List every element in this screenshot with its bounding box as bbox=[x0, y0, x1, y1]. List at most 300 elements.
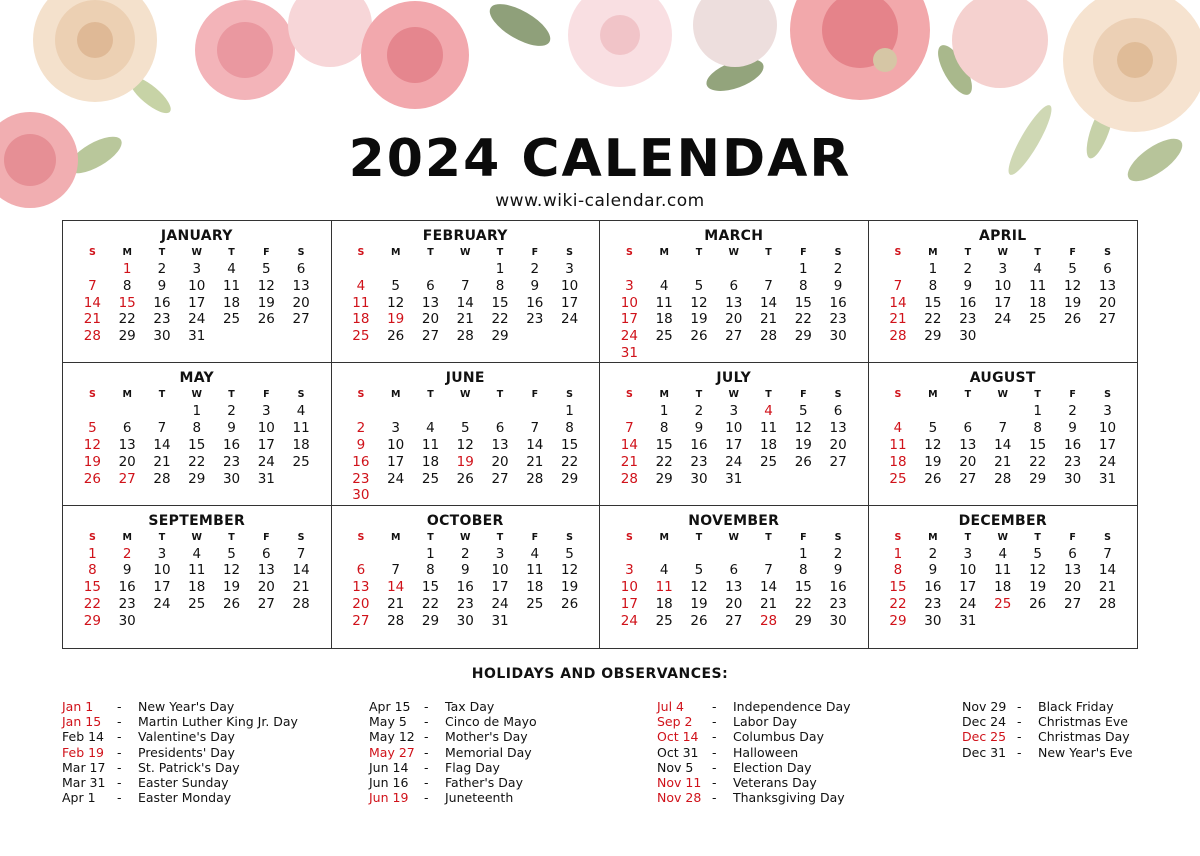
day-cell: 30 bbox=[690, 470, 708, 487]
day-cell: 8 bbox=[565, 420, 574, 437]
holiday-name: Thanksgiving Day bbox=[733, 790, 845, 806]
day-cell: 1 bbox=[659, 403, 669, 420]
holiday-separator: - bbox=[117, 729, 122, 745]
holiday-separator: - bbox=[712, 790, 717, 806]
day-cell: 9 bbox=[356, 436, 366, 453]
day-cell: 21 bbox=[153, 453, 171, 470]
holiday-name: New Year's Day bbox=[138, 699, 235, 714]
day-cell: 9 bbox=[122, 562, 132, 579]
holiday-date: Dec 24 bbox=[962, 714, 1007, 730]
weekday-label: M bbox=[928, 389, 938, 401]
day-cell: 6 bbox=[426, 277, 435, 294]
day-cell: 14 bbox=[387, 579, 405, 596]
day-cell: 20 bbox=[725, 596, 743, 613]
day-cell: 23 bbox=[829, 311, 847, 328]
day-cell: 2 bbox=[833, 261, 843, 277]
day-cell: 26 bbox=[690, 612, 708, 629]
day-blank bbox=[378, 261, 413, 278]
month-name: NOVEMBER bbox=[688, 512, 780, 529]
day-cell: 17 bbox=[620, 596, 638, 613]
day-cell: 11 bbox=[352, 294, 370, 311]
day-cell: 14 bbox=[994, 436, 1012, 453]
month-name: APRIL bbox=[978, 228, 1027, 244]
month-name: MARCH bbox=[704, 228, 764, 244]
month-name: SEPTEMBER bbox=[148, 512, 246, 529]
weekday-label: F bbox=[263, 389, 270, 401]
day-cell: 30 bbox=[222, 470, 241, 487]
day-cell: 2 bbox=[928, 545, 938, 562]
day-blank bbox=[682, 261, 717, 278]
day-cell: 7 bbox=[88, 277, 97, 294]
day-cell: 25 bbox=[655, 612, 673, 629]
day-cell: 17 bbox=[725, 436, 743, 453]
weekday-label: W bbox=[191, 247, 202, 258]
weekday-label: T bbox=[496, 531, 504, 543]
day-cell: 12 bbox=[924, 436, 942, 453]
weekday-label: S bbox=[1104, 389, 1111, 401]
day-cell: 19 bbox=[690, 311, 708, 328]
day-cell: 29 bbox=[561, 470, 579, 487]
day-cell: 9 bbox=[460, 562, 470, 579]
day-cell: 14 bbox=[1098, 562, 1117, 579]
day-cell: 14 bbox=[292, 562, 310, 579]
weekday-label: T bbox=[158, 531, 166, 543]
day-cell: 24 bbox=[561, 311, 579, 328]
day-cell: 5 bbox=[460, 420, 470, 437]
day-cell: 6 bbox=[296, 261, 306, 277]
day-cell: 8 bbox=[1033, 420, 1042, 437]
day-cell: 17 bbox=[994, 294, 1012, 311]
day-cell: 27 bbox=[1098, 311, 1117, 328]
weekday-label: S bbox=[297, 247, 305, 258]
day-cell: 28 bbox=[1098, 596, 1117, 613]
day-cell: 12 bbox=[257, 277, 275, 294]
holiday-name: Veterans Day bbox=[733, 774, 817, 790]
holiday-separator: - bbox=[712, 774, 717, 790]
day-cell: 17 bbox=[561, 294, 579, 311]
weekday-label: T bbox=[228, 247, 235, 258]
weekday-label: S bbox=[625, 389, 633, 401]
day-cell: 1 bbox=[565, 403, 574, 420]
day-cell: 30 bbox=[829, 612, 847, 629]
day-cell: 16 bbox=[829, 294, 847, 311]
weekday-label: S bbox=[625, 247, 633, 258]
day-blank bbox=[344, 403, 379, 420]
weekday-label: F bbox=[531, 247, 539, 258]
day-cell: 24 bbox=[188, 311, 206, 328]
day-cell: 20 bbox=[725, 311, 743, 328]
holiday-separator: - bbox=[424, 744, 429, 760]
day-cell: 27 bbox=[352, 612, 370, 629]
day-cell: 23 bbox=[526, 311, 544, 328]
day-cell: 24 bbox=[620, 328, 638, 345]
day-cell: 10 bbox=[725, 420, 743, 437]
day-cell: 20 bbox=[118, 453, 136, 470]
day-cell: 14 bbox=[456, 294, 474, 311]
day-cell: 3 bbox=[192, 261, 202, 277]
day-cell: 31 bbox=[1098, 470, 1117, 487]
day-grid bbox=[75, 546, 319, 630]
weekday-label: F bbox=[1069, 247, 1076, 258]
day-cell: 30 bbox=[352, 487, 370, 504]
day-cell: 4 bbox=[530, 545, 540, 562]
day-cell: 18 bbox=[759, 436, 778, 453]
day-cell: 7 bbox=[625, 420, 634, 437]
day-cell: 16 bbox=[1064, 436, 1082, 453]
day-cell: 17 bbox=[387, 453, 405, 470]
day-cell: 28 bbox=[759, 612, 778, 629]
day-cell: 9 bbox=[963, 277, 973, 294]
day-cell: 16 bbox=[118, 579, 136, 596]
day-cell: 18 bbox=[655, 596, 673, 613]
day-cell: 5 bbox=[227, 545, 236, 562]
day-cell: 20 bbox=[491, 453, 509, 470]
day-cell: 24 bbox=[257, 453, 275, 470]
day-cell: 9 bbox=[157, 277, 167, 294]
weekday-label: T bbox=[964, 247, 972, 258]
day-cell: 19 bbox=[257, 294, 275, 311]
day-cell: 11 bbox=[655, 294, 673, 311]
month-name: JUNE bbox=[445, 370, 485, 387]
weekday-label: T bbox=[228, 389, 235, 401]
weekday-label: T bbox=[765, 247, 772, 258]
day-cell: 19 bbox=[794, 436, 812, 453]
day-blank bbox=[75, 261, 110, 278]
day-cell: 22 bbox=[655, 453, 673, 470]
day-cell: 15 bbox=[924, 294, 942, 311]
day-cell: 29 bbox=[794, 328, 812, 345]
weekday-label: S bbox=[297, 531, 305, 543]
holiday-separator: - bbox=[712, 699, 717, 714]
day-cell: 9 bbox=[833, 277, 843, 294]
day-cell: 31 bbox=[491, 612, 509, 629]
day-cell: 20 bbox=[1098, 294, 1117, 311]
day-cell: 16 bbox=[352, 453, 370, 470]
day-blank bbox=[483, 403, 518, 420]
month-june bbox=[332, 363, 601, 505]
day-blank bbox=[448, 261, 483, 278]
day-cell: 14 bbox=[526, 436, 544, 453]
day-cell: 16 bbox=[222, 436, 241, 453]
holiday-date: Sep 2 bbox=[657, 714, 693, 730]
weekday-label: M bbox=[122, 389, 132, 401]
holiday-separator: - bbox=[117, 714, 122, 730]
day-cell: 8 bbox=[799, 562, 808, 579]
day-grid bbox=[881, 261, 1126, 345]
holiday-separator: - bbox=[1017, 729, 1022, 745]
day-cell: 8 bbox=[88, 562, 97, 579]
day-cell: 8 bbox=[799, 277, 808, 294]
day-cell: 29 bbox=[83, 612, 101, 629]
month-october bbox=[332, 506, 601, 648]
day-cell: 21 bbox=[620, 453, 638, 470]
day-cell: 1 bbox=[1033, 403, 1042, 420]
day-cell: 19 bbox=[83, 453, 101, 470]
day-cell: 7 bbox=[157, 420, 167, 437]
day-cell: 16 bbox=[959, 294, 977, 311]
day-grid bbox=[75, 261, 319, 345]
day-cell: 29 bbox=[118, 328, 136, 345]
day-blank bbox=[145, 403, 180, 420]
day-cell: 10 bbox=[561, 277, 579, 294]
month-name: FEBRUARY bbox=[422, 228, 508, 244]
day-cell: 8 bbox=[893, 562, 903, 579]
day-cell: 2 bbox=[1068, 403, 1077, 420]
day-cell: 22 bbox=[889, 596, 907, 613]
day-cell: 26 bbox=[924, 470, 942, 487]
day-cell: 7 bbox=[764, 277, 773, 294]
day-cell: 11 bbox=[994, 562, 1012, 579]
day-cell: 25 bbox=[421, 470, 440, 487]
day-cell: 28 bbox=[526, 470, 544, 487]
day-cell: 21 bbox=[83, 311, 101, 328]
day-grid bbox=[612, 403, 856, 487]
weekday-label: W bbox=[997, 247, 1008, 258]
day-cell: 15 bbox=[83, 579, 101, 596]
day-cell: 22 bbox=[188, 453, 206, 470]
holiday-name: Christmas Day bbox=[1038, 729, 1130, 745]
weekday-label: S bbox=[894, 531, 902, 543]
day-cell: 24 bbox=[994, 311, 1012, 328]
day-cell: 29 bbox=[491, 328, 509, 345]
day-cell: 14 bbox=[83, 294, 101, 311]
day-cell: 27 bbox=[725, 612, 743, 629]
day-cell: 20 bbox=[959, 453, 977, 470]
day-cell: 26 bbox=[1029, 596, 1047, 613]
day-grid bbox=[881, 403, 1126, 487]
day-cell: 1 bbox=[495, 261, 505, 277]
day-blank bbox=[647, 546, 682, 563]
day-cell: 19 bbox=[924, 453, 942, 470]
day-cell: 18 bbox=[889, 453, 907, 470]
day-cell: 6 bbox=[729, 277, 739, 294]
day-cell: 2 bbox=[460, 545, 470, 562]
holiday-name: Columbus Day bbox=[733, 729, 824, 745]
day-cell: 5 bbox=[694, 562, 704, 579]
day-blank bbox=[751, 261, 786, 278]
day-cell: 29 bbox=[889, 612, 907, 629]
day-cell: 29 bbox=[794, 612, 812, 629]
day-cell: 6 bbox=[1068, 545, 1077, 562]
weekday-header bbox=[75, 387, 319, 403]
day-cell: 18 bbox=[352, 311, 370, 328]
day-cell: 29 bbox=[188, 470, 206, 487]
holiday-date: May 27 bbox=[369, 744, 415, 760]
day-cell: 15 bbox=[118, 294, 136, 311]
day-cell: 10 bbox=[959, 562, 977, 579]
weekday-label: S bbox=[357, 531, 365, 543]
day-cell: 27 bbox=[1064, 596, 1082, 613]
day-cell: 26 bbox=[387, 328, 405, 345]
day-cell: 17 bbox=[959, 579, 977, 596]
day-cell: 27 bbox=[421, 328, 440, 345]
day-cell: 25 bbox=[222, 311, 241, 328]
month-may bbox=[63, 363, 332, 505]
day-cell: 4 bbox=[764, 403, 773, 420]
day-cell: 12 bbox=[83, 436, 101, 453]
month-april bbox=[869, 221, 1138, 363]
day-cell: 24 bbox=[387, 470, 405, 487]
day-grid bbox=[881, 546, 1126, 630]
day-cell: 5 bbox=[1068, 261, 1077, 277]
day-cell: 17 bbox=[620, 311, 638, 328]
day-cell: 28 bbox=[292, 596, 310, 613]
day-cell: 3 bbox=[998, 261, 1008, 277]
holiday-name: Valentine's Day bbox=[138, 729, 235, 745]
day-cell: 17 bbox=[188, 294, 206, 311]
day-cell: 26 bbox=[690, 328, 708, 345]
day-cell: 22 bbox=[118, 311, 136, 328]
holiday-name: Election Day bbox=[733, 759, 812, 775]
day-cell: 12 bbox=[690, 294, 708, 311]
weekday-label: S bbox=[566, 531, 574, 543]
day-cell: 17 bbox=[1098, 436, 1117, 453]
day-cell: 21 bbox=[1098, 579, 1117, 596]
day-blank bbox=[612, 546, 647, 563]
day-cell: 15 bbox=[889, 579, 907, 596]
day-cell: 13 bbox=[292, 277, 310, 294]
weekday-label: T bbox=[427, 247, 434, 258]
day-cell: 24 bbox=[959, 596, 977, 613]
weekday-header bbox=[612, 245, 856, 261]
day-cell: 1 bbox=[192, 403, 202, 420]
day-cell: 10 bbox=[387, 436, 405, 453]
day-cell: 16 bbox=[690, 436, 708, 453]
day-blank bbox=[612, 261, 647, 278]
weekday-label: S bbox=[1104, 531, 1111, 543]
holiday-separator: - bbox=[712, 759, 717, 775]
day-cell: 23 bbox=[118, 596, 136, 613]
day-cell: 17 bbox=[153, 579, 171, 596]
holiday-separator: - bbox=[424, 759, 429, 775]
day-cell: 11 bbox=[889, 436, 907, 453]
weekday-label: S bbox=[566, 389, 574, 401]
holidays-title: HOLIDAYS AND OBSERVANCES: bbox=[471, 666, 729, 682]
holiday-date: Feb 19 bbox=[62, 744, 105, 760]
weekday-label: M bbox=[390, 531, 401, 543]
day-cell: 14 bbox=[759, 579, 778, 596]
day-cell: 10 bbox=[620, 294, 638, 311]
day-cell: 11 bbox=[188, 562, 206, 579]
day-cell: 26 bbox=[794, 453, 812, 470]
day-blank bbox=[378, 403, 413, 420]
day-cell: 25 bbox=[759, 453, 778, 470]
day-cell: 12 bbox=[456, 436, 474, 453]
day-cell: 4 bbox=[893, 420, 903, 437]
weekday-label: W bbox=[728, 247, 739, 258]
day-cell: 22 bbox=[491, 311, 509, 328]
day-blank bbox=[716, 546, 751, 563]
holiday-name: Cinco de Mayo bbox=[445, 714, 537, 730]
day-cell: 11 bbox=[222, 277, 241, 294]
day-cell: 20 bbox=[1064, 579, 1082, 596]
day-cell: 1 bbox=[122, 261, 132, 277]
day-cell: 21 bbox=[889, 311, 907, 328]
day-cell: 30 bbox=[924, 612, 942, 629]
day-cell: 24 bbox=[725, 453, 743, 470]
day-cell: 4 bbox=[1033, 261, 1042, 277]
holiday-date: Jun 16 bbox=[369, 774, 409, 790]
day-cell: 11 bbox=[1029, 277, 1047, 294]
day-cell: 10 bbox=[188, 277, 206, 294]
holiday-separator: - bbox=[424, 699, 429, 714]
month-february bbox=[332, 221, 601, 363]
day-blank bbox=[881, 403, 916, 420]
day-cell: 21 bbox=[994, 453, 1012, 470]
month-name: AUGUST bbox=[969, 370, 1036, 387]
day-cell: 4 bbox=[998, 545, 1008, 562]
holiday-date: Apr 1 bbox=[62, 790, 96, 806]
weekday-label: S bbox=[357, 247, 365, 258]
day-cell: 22 bbox=[561, 453, 579, 470]
weekday-label: W bbox=[728, 389, 739, 401]
day-cell: 4 bbox=[659, 562, 669, 579]
day-blank bbox=[517, 403, 552, 420]
holiday-date: Jun 14 bbox=[369, 759, 409, 775]
calendar-title: 2024 CALENDAR bbox=[348, 129, 852, 189]
weekday-label: F bbox=[800, 389, 807, 401]
day-cell: 25 bbox=[526, 596, 544, 613]
day-cell: 7 bbox=[998, 420, 1008, 437]
day-cell: 14 bbox=[620, 436, 638, 453]
holiday-date: Mar 17 bbox=[62, 759, 106, 775]
weekday-label: W bbox=[997, 531, 1008, 543]
day-blank bbox=[344, 261, 379, 278]
holiday-name: Independence Day bbox=[733, 699, 851, 714]
day-cell: 6 bbox=[833, 403, 843, 420]
day-cell: 25 bbox=[889, 470, 907, 487]
day-cell: 30 bbox=[829, 328, 847, 345]
day-cell: 31 bbox=[188, 328, 206, 345]
weekday-label: T bbox=[228, 531, 235, 543]
day-cell: 19 bbox=[387, 311, 405, 328]
weekday-label: F bbox=[531, 531, 539, 543]
holiday-name: Easter Monday bbox=[138, 790, 232, 806]
day-cell: 23 bbox=[222, 453, 241, 470]
day-cell: 28 bbox=[456, 328, 474, 345]
day-cell: 26 bbox=[83, 470, 101, 487]
weekday-label: S bbox=[297, 389, 305, 401]
holiday-date: Dec 25 bbox=[962, 729, 1007, 745]
holiday-date: Oct 14 bbox=[657, 729, 699, 745]
day-grid bbox=[612, 261, 856, 362]
day-cell: 11 bbox=[421, 436, 440, 453]
holiday-name: Memorial Day bbox=[445, 744, 532, 760]
holiday-date: Mar 31 bbox=[62, 774, 106, 790]
day-cell: 23 bbox=[1064, 453, 1082, 470]
day-cell: 6 bbox=[356, 562, 366, 579]
day-cell: 3 bbox=[495, 545, 505, 562]
day-cell: 7 bbox=[1103, 545, 1112, 562]
day-cell: 2 bbox=[963, 261, 973, 277]
weekday-label: T bbox=[695, 531, 703, 543]
weekday-label: M bbox=[122, 247, 132, 258]
weekday-header bbox=[881, 245, 1126, 261]
day-cell: 24 bbox=[491, 596, 509, 613]
day-cell: 25 bbox=[655, 328, 673, 345]
day-cell: 1 bbox=[799, 261, 808, 277]
weekday-label: S bbox=[625, 531, 633, 543]
day-cell: 26 bbox=[561, 596, 579, 613]
weekday-label: T bbox=[427, 531, 434, 543]
weekday-label: T bbox=[695, 247, 703, 258]
holiday-separator: - bbox=[424, 729, 429, 745]
weekday-label: F bbox=[531, 389, 539, 401]
weekday-label: S bbox=[894, 247, 902, 258]
day-cell: 22 bbox=[421, 596, 440, 613]
day-cell: 27 bbox=[118, 470, 136, 487]
day-cell: 3 bbox=[157, 545, 167, 562]
